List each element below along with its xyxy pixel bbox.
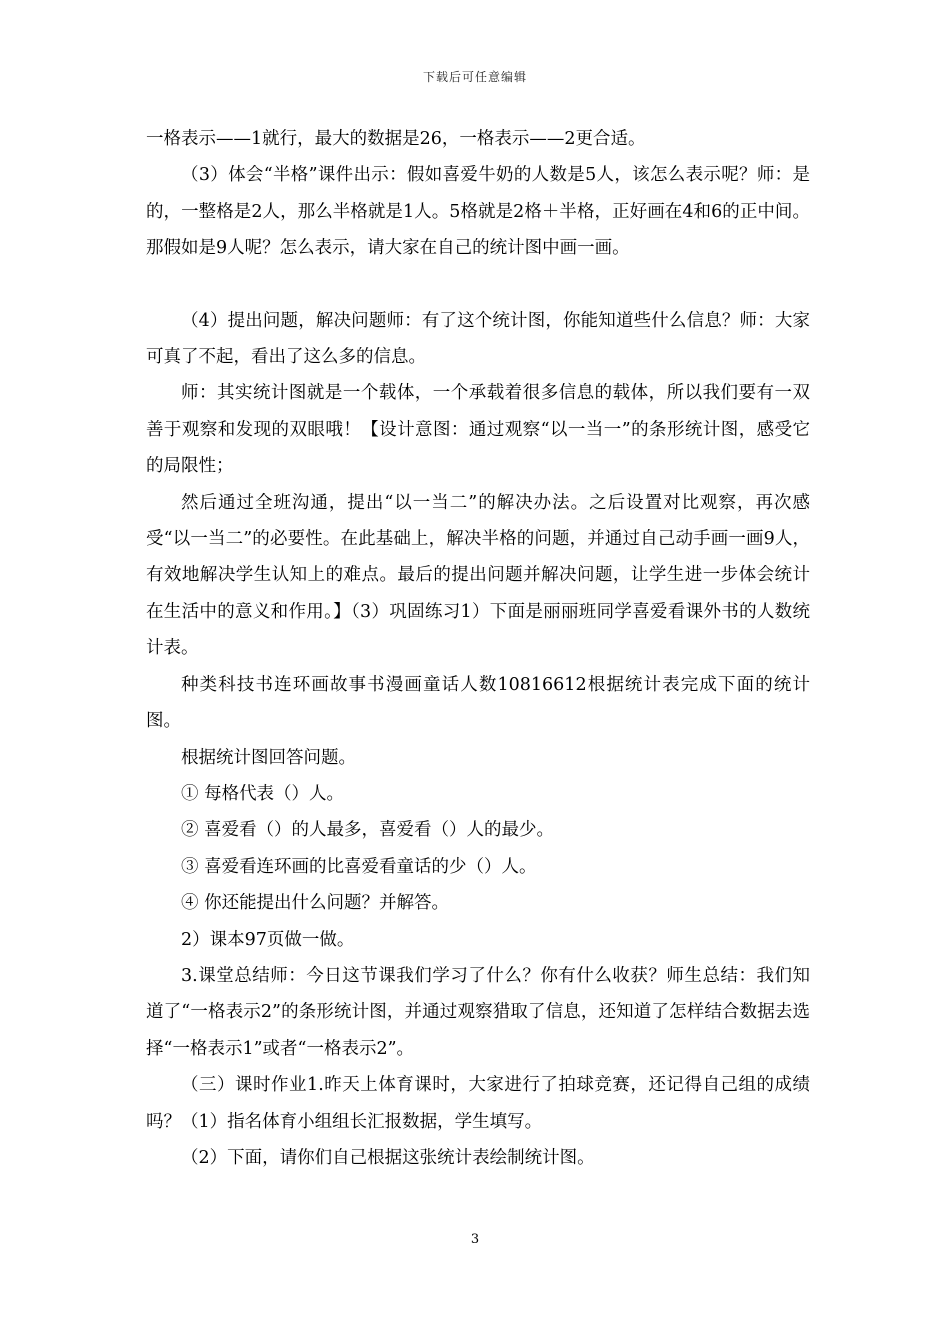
paragraph-2: （3）体会“半格”课件出示：假如喜爱牛奶的人数是5人，该怎么表示呢？师：是的，一整格是2人，那么半格就是1人。5格就是2格＋半格，正好画在4和6的正中间。那假如是9人呢？怎么表示，请大家在自己的统计图中画一画。 xyxy=(146,165,810,259)
question-3: ③ 喜爱看连环画的比喜爱看童话的少（）人。 xyxy=(181,856,537,877)
paragraph-5: 然后通过全班沟通，提出“以一当二”的解决办法。之后设置对比观察，再次感受“以一当二”的必要性。在此基础上，解决半格的问题，并通过自己动手画一画9人，有效地解决学生认知上的难点。最后的提出问题并解决问题，让学生进一步体会统计在生活中的意义和作用。】（3）巩固练习1）下面是丽丽班同学喜爱看课外书的人数统计表。 xyxy=(146,492,810,659)
page-number: 3 xyxy=(470,1232,480,1247)
question-2: ② 喜爱看（）的人最多，喜爱看（）人的最少。 xyxy=(181,820,555,841)
paragraph-9: 3.课堂总结师：今日这节课我们学习了什么？你有什么收获？师生总结：我们知道了“一格表示2”的条形统计图，并通过观察猎取了信息，还知道了怎样结合数据去选择“一格表示1”或者“一格表示2”。 xyxy=(146,965,810,1059)
paragraph-3: （4）提出问题，解决问题师：有了这个统计图，你能知道些什么信息？师：大家可真了不起，看出了这么多的信息。 xyxy=(146,310,810,368)
question-4: ④ 你还能提出什么问题？并解答。 xyxy=(181,893,450,914)
paragraph-10: （三）课时作业1.昨天上体育课时，大家进行了拍球竞赛，还记得自己组的成绩吗？（1）指名体育小组组长汇报数据，学生填写。 xyxy=(146,1075,810,1132)
paragraph-4: 师：其实统计图就是一个载体，一个承载着很多信息的载体，所以我们要有一双善于观察和发现的双眼哦！【设计意图：通过观察“以一当一”的条形统计图，感受它的局限性； xyxy=(146,383,810,477)
paragraph-6: 种类科技书连环画故事书漫画童话人数10816612根据统计表完成下面的统计图。 xyxy=(146,674,810,732)
paragraph-1: 一格表示——1就行，最大的数据是26，一格表示——2更合适。 xyxy=(146,129,646,149)
paragraph-11: （2）下面，请你们自己根据这张统计表绘制统计图。 xyxy=(181,1147,595,1168)
paragraph-8: 2）课本97页做一做。 xyxy=(181,929,355,950)
paragraph-spacer xyxy=(146,267,810,303)
paragraph-7: 根据统计图回答问题。 xyxy=(181,747,356,768)
question-1: ① 每格代表（）人。 xyxy=(181,783,345,804)
page-header: 下载后可任意编辑 xyxy=(422,70,527,84)
document-body xyxy=(146,121,810,1176)
